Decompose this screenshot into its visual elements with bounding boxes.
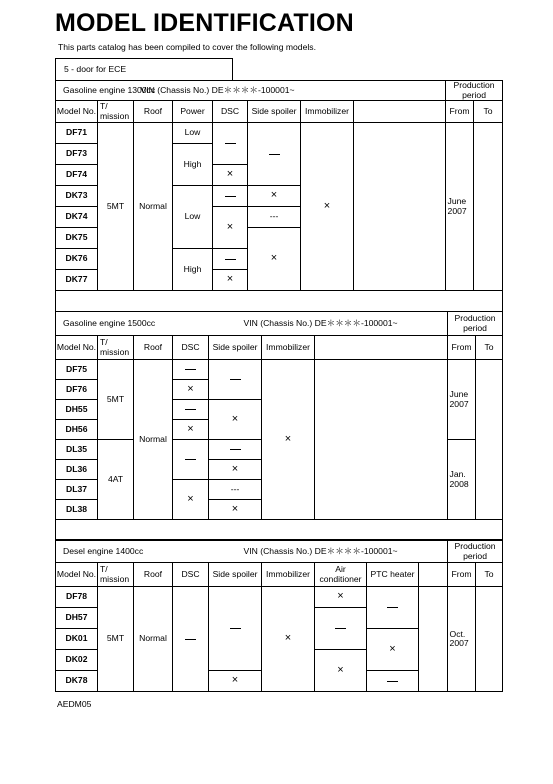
side-spoiler-cell	[209, 587, 262, 671]
model-cell: DL35	[56, 440, 98, 460]
page-subtitle: This parts catalog has been compiled to cover the following models.	[58, 42, 316, 52]
dsc-cell	[213, 123, 248, 165]
model-cell: DK78	[56, 671, 98, 692]
door-type-box	[55, 58, 233, 81]
model-cell: DK74	[56, 207, 98, 228]
blank-header	[354, 101, 446, 123]
model-cell: DF78	[56, 587, 98, 608]
side-spoiler-cell: ×	[248, 228, 301, 291]
side-spoiler-header: Side spoiler	[248, 101, 301, 123]
to-cell	[476, 360, 503, 520]
production-period-header: Production period	[448, 541, 503, 563]
dsc-cell	[173, 440, 209, 480]
air-conditioner-header: Air conditioner	[315, 563, 367, 587]
ptc-heater-cell: ×	[367, 629, 419, 671]
immobilizer-header: Immobilizer	[301, 101, 354, 123]
model-cell: DF75	[56, 360, 98, 380]
from-cell: Jan. 2008	[448, 440, 476, 520]
power-cell: Low	[173, 123, 213, 144]
immobilizer-cell: ×	[301, 123, 354, 291]
vin-label: VIN (Chassis No.) DE＊＊＊＊-100001~	[173, 81, 446, 101]
blank-header	[315, 336, 448, 360]
to-cell	[474, 123, 503, 291]
t-mission-cell: 5MT	[98, 123, 134, 291]
dsc-header: DSC	[173, 563, 209, 587]
model-cell: DF74	[56, 165, 98, 186]
t-mission-cell: 5MT	[98, 587, 134, 692]
dsc-cell: ×	[173, 420, 209, 440]
dsc-cell: ×	[173, 380, 209, 400]
roof-cell: Normal	[134, 360, 173, 520]
roof-header: Roof	[134, 336, 173, 360]
to-header: To	[474, 101, 503, 123]
page-title: MODEL IDENTIFICATION	[55, 9, 354, 37]
t-mission-cell: 4AT	[98, 440, 134, 520]
ptc-heater-cell	[367, 587, 419, 629]
model-no-header: Model No.	[56, 101, 98, 123]
side-spoiler-cell	[209, 440, 262, 460]
side-spoiler-cell: ×	[209, 400, 262, 440]
to-cell	[476, 587, 503, 692]
vin-label: VIN (Chassis No.) DE＊＊＊＊-100001~	[173, 541, 448, 563]
roof-header: Roof	[134, 563, 173, 587]
power-cell: High	[173, 144, 213, 186]
model-cell: DF71	[56, 123, 98, 144]
power-header: Power	[173, 101, 213, 123]
air-conditioner-cell	[315, 608, 367, 650]
dsc-cell: ×	[213, 270, 248, 291]
model-cell: DF73	[56, 144, 98, 165]
side-spoiler-cell: ×	[209, 671, 262, 692]
side-spoiler-cell: ---	[209, 480, 262, 500]
dsc-cell: ×	[213, 165, 248, 186]
dsc-cell: ×	[213, 207, 248, 249]
model-no-header: Model No.	[56, 336, 98, 360]
t-mission-header: T/ mission	[98, 101, 134, 123]
door-type-label: 5 - door for ECE	[64, 64, 127, 74]
model-cell: DF76	[56, 380, 98, 400]
t-mission-header: T/ mission	[98, 336, 134, 360]
engine-label: Gasoline engine 1500cc	[56, 312, 173, 336]
engine-label: Gasoline engine 1300cc	[56, 81, 173, 101]
dsc-cell	[213, 186, 248, 207]
dsc-cell	[173, 587, 209, 692]
from-header: From	[448, 336, 476, 360]
model-cell: DH55	[56, 400, 98, 420]
air-conditioner-cell: ×	[315, 650, 367, 692]
dsc-header: DSC	[173, 336, 209, 360]
model-cell: DK01	[56, 629, 98, 650]
roof-cell: Normal	[134, 587, 173, 692]
model-cell: DK76	[56, 249, 98, 270]
side-spoiler-header: Side spoiler	[209, 563, 262, 587]
power-cell: High	[173, 249, 213, 291]
model-cell: DL38	[56, 500, 98, 520]
model-cell: DK73	[56, 186, 98, 207]
table-desel-1400	[55, 540, 503, 692]
dsc-cell: ×	[173, 480, 209, 520]
dsc-cell	[213, 249, 248, 270]
immobilizer-cell: ×	[262, 587, 315, 692]
side-spoiler-cell: ×	[248, 186, 301, 207]
side-spoiler-cell: ×	[209, 460, 262, 480]
dsc-cell	[173, 360, 209, 380]
air-conditioner-cell: ×	[315, 587, 367, 608]
blank-cell	[315, 360, 448, 520]
side-spoiler-header: Side spoiler	[209, 336, 262, 360]
to-header: To	[476, 336, 503, 360]
side-spoiler-cell	[209, 360, 262, 400]
immobilizer-cell: ×	[262, 360, 315, 520]
dsc-header: DSC	[213, 101, 248, 123]
immobilizer-header: Immobilizer	[262, 563, 315, 587]
blank-cell	[354, 123, 446, 291]
immobilizer-header: Immobilizer	[262, 336, 315, 360]
model-cell: DK77	[56, 270, 98, 291]
side-spoiler-cell: ×	[209, 500, 262, 520]
model-cell: DH56	[56, 420, 98, 440]
side-spoiler-cell	[248, 123, 301, 186]
model-cell: DL36	[56, 460, 98, 480]
production-period-header: Production period	[446, 81, 503, 101]
t-mission-header: T/ mission	[98, 563, 134, 587]
blank-cell	[419, 587, 448, 692]
model-cell: DK75	[56, 228, 98, 249]
model-cell: DK02	[56, 650, 98, 671]
to-header: To	[476, 563, 503, 587]
footer-code: AEDM05	[57, 699, 92, 709]
table-gasoline-1500	[55, 311, 503, 540]
dsc-cell	[173, 400, 209, 420]
side-spoiler-cell: ---	[248, 207, 301, 228]
model-cell: DL37	[56, 480, 98, 500]
ptc-heater-cell	[367, 671, 419, 692]
from-cell: June 2007	[446, 123, 474, 291]
roof-header: Roof	[134, 101, 173, 123]
power-cell: Low	[173, 186, 213, 249]
blank-header	[419, 563, 448, 587]
vin-label: VIN (Chassis No.) DE＊＊＊＊-100001~	[173, 312, 448, 336]
from-cell: Oct. 2007	[448, 587, 476, 692]
from-cell: June 2007	[448, 360, 476, 440]
table-gasoline-1300	[55, 80, 503, 312]
model-no-header: Model No.	[56, 563, 98, 587]
engine-label: Desel engine 1400cc	[56, 541, 173, 563]
t-mission-cell: 5MT	[98, 360, 134, 440]
from-header: From	[446, 101, 474, 123]
model-cell: DH57	[56, 608, 98, 629]
roof-cell: Normal	[134, 123, 173, 291]
production-period-header: Production period	[448, 312, 503, 336]
from-header: From	[448, 563, 476, 587]
ptc-heater-header: PTC heater	[367, 563, 419, 587]
